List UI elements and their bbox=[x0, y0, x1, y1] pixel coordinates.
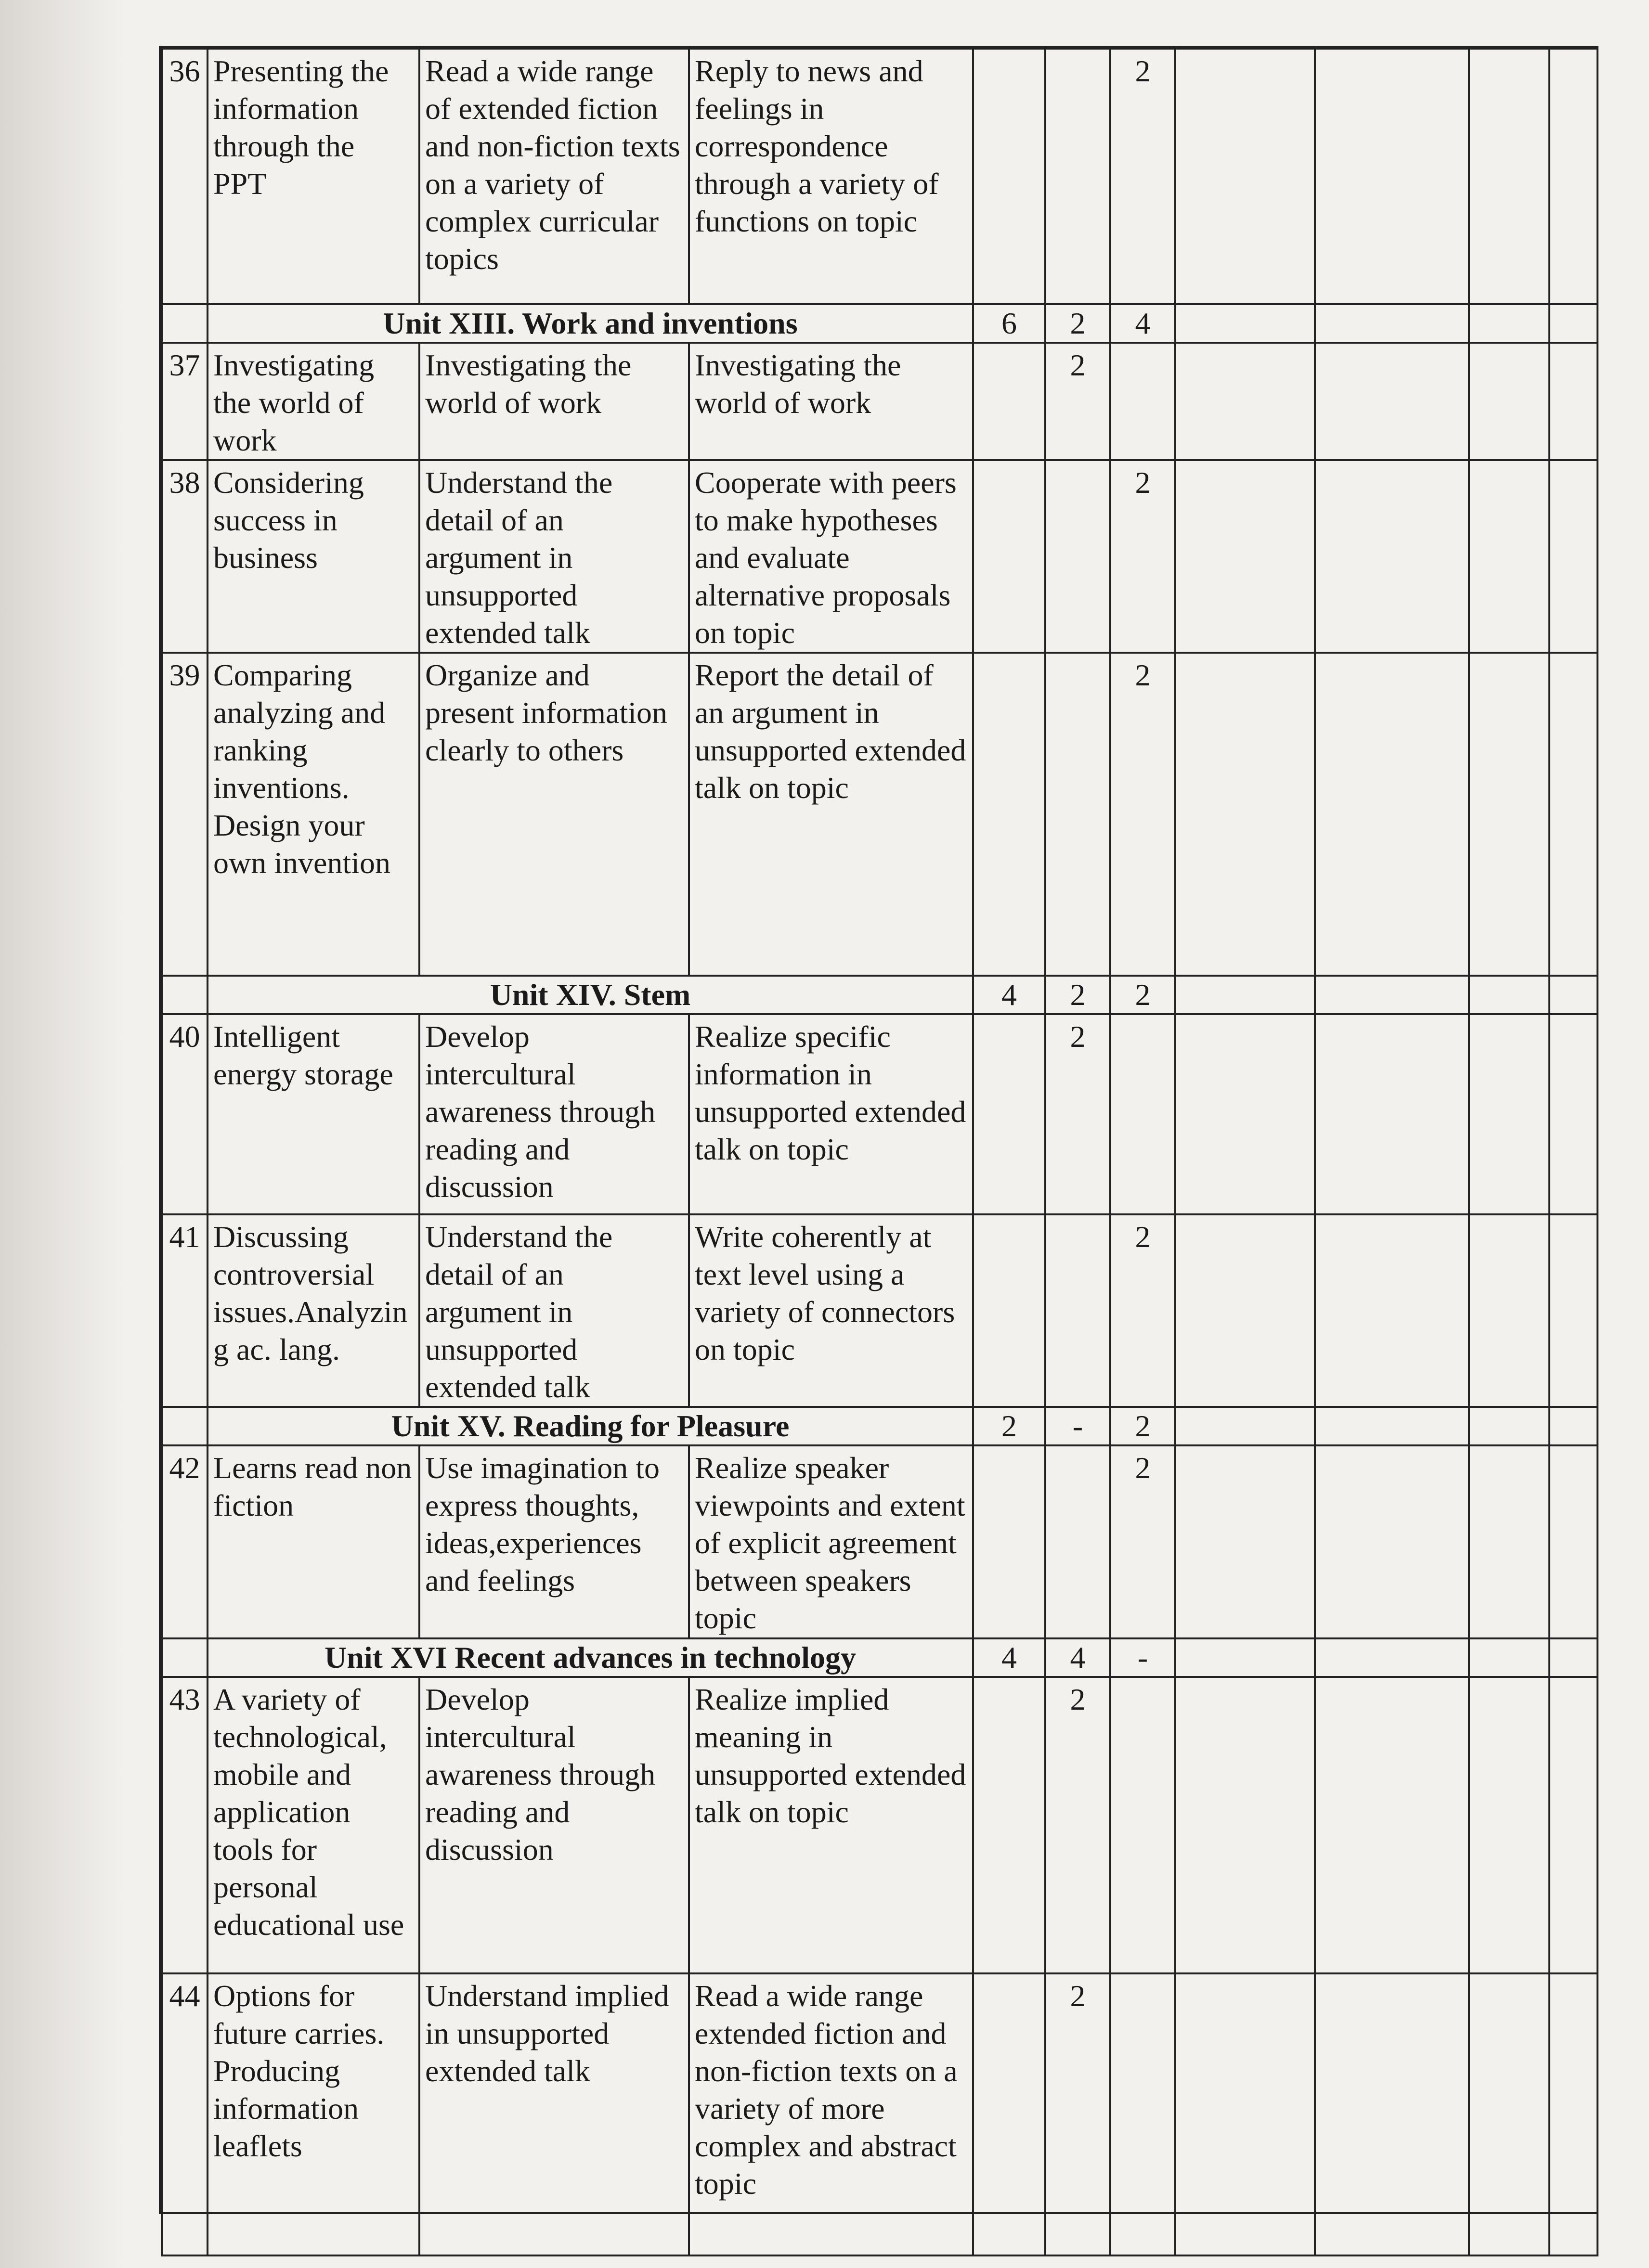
blank-cell bbox=[1175, 49, 1315, 304]
hours-col-2 bbox=[1110, 1973, 1175, 2255]
hours-total bbox=[973, 1445, 1045, 1638]
hours-col-2: 2 bbox=[1110, 976, 1175, 1014]
lesson-row bbox=[162, 460, 1597, 653]
hours-col-1 bbox=[1045, 49, 1110, 304]
blank-cell bbox=[1469, 653, 1549, 976]
blank-cell bbox=[1315, 343, 1469, 460]
lesson-topic: Learns read non fiction bbox=[208, 1445, 419, 1638]
learning-objective-2: Realize implied meaning in unsupported extended talk on topic bbox=[689, 1677, 973, 1973]
blank-cell bbox=[1469, 304, 1549, 343]
lesson-row bbox=[162, 1014, 1597, 1214]
blank-cell bbox=[1315, 304, 1469, 343]
blank-cell bbox=[1175, 1214, 1315, 1407]
hours-col-2: 2 bbox=[1110, 460, 1175, 653]
lesson-topic: Presenting the information through the PPT bbox=[208, 49, 419, 304]
blank-cell bbox=[1175, 1638, 1315, 1677]
hours-col-2: 2 bbox=[1110, 1214, 1175, 1407]
blank-cell bbox=[1469, 976, 1549, 1014]
learning-objective: Understand the detail of an argument in unsupported extended talk bbox=[419, 1214, 689, 1407]
blank-cell bbox=[1175, 304, 1315, 343]
hours-col-2: 2 bbox=[1110, 49, 1175, 304]
learning-objective-2: Investigating the world of work bbox=[689, 343, 973, 460]
hours-total: 4 bbox=[973, 976, 1045, 1014]
blank-cell bbox=[1469, 1445, 1549, 1638]
hours-total bbox=[973, 49, 1045, 304]
hours-total bbox=[973, 343, 1045, 460]
learning-objective: Investigating the world of work bbox=[419, 343, 689, 460]
lesson-row bbox=[162, 653, 1597, 976]
learning-objective: Read a wide range of extended fiction and non-fiction texts on a variety of complex curricular topics bbox=[419, 49, 689, 304]
lesson-topic: Discussing controversial issues.Analyzing ac. lang. bbox=[208, 1214, 419, 1407]
lesson-number: 37 bbox=[162, 343, 208, 460]
blank-cell bbox=[1549, 653, 1597, 976]
blank-cell bbox=[1549, 1445, 1597, 1638]
blank-cell bbox=[1175, 1407, 1315, 1445]
learning-objective-2: Realize speaker viewpoints and extent of explicit agreement between speakers topic bbox=[689, 1445, 973, 1638]
blank-cell bbox=[162, 1407, 208, 1445]
hours-col-1 bbox=[1045, 1214, 1110, 1407]
hours-col-1 bbox=[1045, 460, 1110, 653]
learning-objective: Develop intercultural awareness through reading and discussion bbox=[419, 1014, 689, 1214]
lesson-row bbox=[162, 1445, 1597, 1638]
blank-cell bbox=[1549, 1677, 1597, 1973]
hours-col-1: 2 bbox=[1045, 1677, 1110, 1973]
blank-cell bbox=[162, 304, 208, 343]
hours-col-2 bbox=[1110, 343, 1175, 460]
blank-cell bbox=[1315, 1445, 1469, 1638]
blank-cell bbox=[1469, 1014, 1549, 1214]
learning-objective: Develop intercultural awareness through reading and discussion bbox=[419, 1677, 689, 1973]
hours-total: 4 bbox=[973, 1638, 1045, 1677]
unit-title: Unit XIII. Work and inventions bbox=[208, 304, 973, 343]
blank-cell bbox=[1469, 1973, 1549, 2255]
blank-cell bbox=[1315, 1407, 1469, 1445]
learning-objective-2: Report the detail of an argument in unsupported extended talk on topic bbox=[689, 653, 973, 976]
blank-cell bbox=[1549, 1407, 1597, 1445]
lesson-topic: A variety of technological, mobile and application tools for personal educational use bbox=[208, 1677, 419, 1973]
blank-cell bbox=[1469, 1638, 1549, 1677]
unit-header-row bbox=[162, 1638, 1597, 1677]
lesson-number: 41 bbox=[162, 1214, 208, 1407]
blank-cell bbox=[1549, 1014, 1597, 1214]
blank-cell bbox=[1315, 460, 1469, 653]
lesson-number: 43 bbox=[162, 1677, 208, 1973]
lesson-row bbox=[162, 1677, 1597, 1973]
blank-cell bbox=[1549, 1973, 1597, 2255]
hours-col-2: 4 bbox=[1110, 304, 1175, 343]
hours-col-1: 2 bbox=[1045, 1973, 1110, 2255]
blank-cell bbox=[1175, 460, 1315, 653]
blank-cell bbox=[1469, 343, 1549, 460]
lesson-number: 44 bbox=[162, 1973, 208, 2255]
hours-col-2: 2 bbox=[1110, 653, 1175, 976]
lesson-number: 39 bbox=[162, 653, 208, 976]
hours-col-2: 2 bbox=[1110, 1407, 1175, 1445]
lesson-number: 42 bbox=[162, 1445, 208, 1638]
blank-cell bbox=[1315, 1214, 1469, 1407]
lesson-row bbox=[162, 1973, 1597, 2255]
blank-cell bbox=[1175, 1677, 1315, 1973]
hours-col-1 bbox=[1045, 653, 1110, 976]
document-page bbox=[159, 46, 1598, 2214]
hours-col-2 bbox=[1110, 1014, 1175, 1214]
unit-header-row bbox=[162, 304, 1597, 343]
hours-col-2: 2 bbox=[1110, 1445, 1175, 1638]
lesson-topic: Comparing analyzing and ranking inventions. Design your own invention bbox=[208, 653, 419, 976]
blank-cell bbox=[1315, 49, 1469, 304]
hours-total: 2 bbox=[973, 1407, 1045, 1445]
hours-total: 6 bbox=[973, 304, 1045, 343]
blank-cell bbox=[1549, 1638, 1597, 1677]
learning-objective-2: Realize specific information in unsupported extended talk on topic bbox=[689, 1014, 973, 1214]
hours-col-1: 2 bbox=[1045, 304, 1110, 343]
learning-objective: Understand the detail of an argument in unsupported extended talk bbox=[419, 460, 689, 653]
learning-objective: Organize and present information clearly to others bbox=[419, 653, 689, 976]
hours-col-1: - bbox=[1045, 1407, 1110, 1445]
blank-cell bbox=[1469, 1407, 1549, 1445]
blank-cell bbox=[1469, 1677, 1549, 1973]
blank-cell bbox=[162, 1638, 208, 1677]
blank-cell bbox=[1469, 1214, 1549, 1407]
page-edge-shadow bbox=[0, 0, 125, 2268]
learning-objective: Understand implied in unsupported extended talk bbox=[419, 1973, 689, 2255]
blank-cell bbox=[1549, 460, 1597, 653]
hours-total bbox=[973, 1014, 1045, 1214]
blank-cell bbox=[1549, 343, 1597, 460]
blank-cell bbox=[1549, 976, 1597, 1014]
blank-cell bbox=[162, 976, 208, 1014]
unit-title: Unit XV. Reading for Pleasure bbox=[208, 1407, 973, 1445]
hours-total bbox=[973, 460, 1045, 653]
learning-objective-2: Reply to news and feelings in correspondence through a variety of functions on topic bbox=[689, 49, 973, 304]
hours-col-2 bbox=[1110, 1677, 1175, 1973]
learning-objective-2: Write coherently at text level using a variety of connectors on topic bbox=[689, 1214, 973, 1407]
lesson-topic: Considering success in business bbox=[208, 460, 419, 653]
lesson-row bbox=[162, 49, 1597, 304]
lesson-number: 36 bbox=[162, 49, 208, 304]
hours-total bbox=[973, 1677, 1045, 1973]
blank-cell bbox=[1549, 49, 1597, 304]
lesson-topic: Investigating the world of work bbox=[208, 343, 419, 460]
blank-cell bbox=[1175, 343, 1315, 460]
lesson-plan-table bbox=[161, 48, 1598, 2256]
blank-cell bbox=[1315, 976, 1469, 1014]
lesson-number: 38 bbox=[162, 460, 208, 653]
learning-objective-2: Cooperate with peers to make hypotheses and evaluate alternative proposals on topic bbox=[689, 460, 973, 653]
learning-objective-2: Read a wide range extended fiction and non-fiction texts on a variety of more complex and abstract topic bbox=[689, 1973, 973, 2255]
blank-cell bbox=[1549, 1214, 1597, 1407]
blank-cell bbox=[1315, 653, 1469, 976]
hours-col-2: - bbox=[1110, 1638, 1175, 1677]
blank-cell bbox=[1175, 976, 1315, 1014]
hours-total bbox=[973, 1214, 1045, 1407]
hours-col-1: 2 bbox=[1045, 343, 1110, 460]
lesson-row bbox=[162, 343, 1597, 460]
blank-cell bbox=[1315, 1638, 1469, 1677]
blank-cell bbox=[1549, 304, 1597, 343]
blank-cell bbox=[1315, 1014, 1469, 1214]
blank-cell bbox=[1175, 653, 1315, 976]
unit-title: Unit XIV. Stem bbox=[208, 976, 973, 1014]
lesson-topic: Intelligent energy storage bbox=[208, 1014, 419, 1214]
unit-title: Unit XVI Recent advances in technology bbox=[208, 1638, 973, 1677]
hours-total bbox=[973, 1973, 1045, 2255]
lesson-topic: Options for future carries. Producing information leaflets bbox=[208, 1973, 419, 2255]
hours-col-1 bbox=[1045, 1445, 1110, 1638]
lesson-number: 40 bbox=[162, 1014, 208, 1214]
blank-cell bbox=[1175, 1973, 1315, 2255]
blank-cell bbox=[1469, 460, 1549, 653]
blank-cell bbox=[1315, 1677, 1469, 1973]
hours-col-1: 2 bbox=[1045, 1014, 1110, 1214]
hours-col-1: 2 bbox=[1045, 976, 1110, 1014]
lesson-row bbox=[162, 1214, 1597, 1407]
blank-cell bbox=[1175, 1014, 1315, 1214]
hours-col-1: 4 bbox=[1045, 1638, 1110, 1677]
hours-total bbox=[973, 653, 1045, 976]
learning-objective: Use imagination to express thoughts, ideas,experiences and feelings bbox=[419, 1445, 689, 1638]
blank-cell bbox=[1315, 1973, 1469, 2255]
blank-cell bbox=[1469, 49, 1549, 304]
unit-header-row bbox=[162, 1407, 1597, 1445]
blank-cell bbox=[1175, 1445, 1315, 1638]
unit-header-row bbox=[162, 976, 1597, 1014]
